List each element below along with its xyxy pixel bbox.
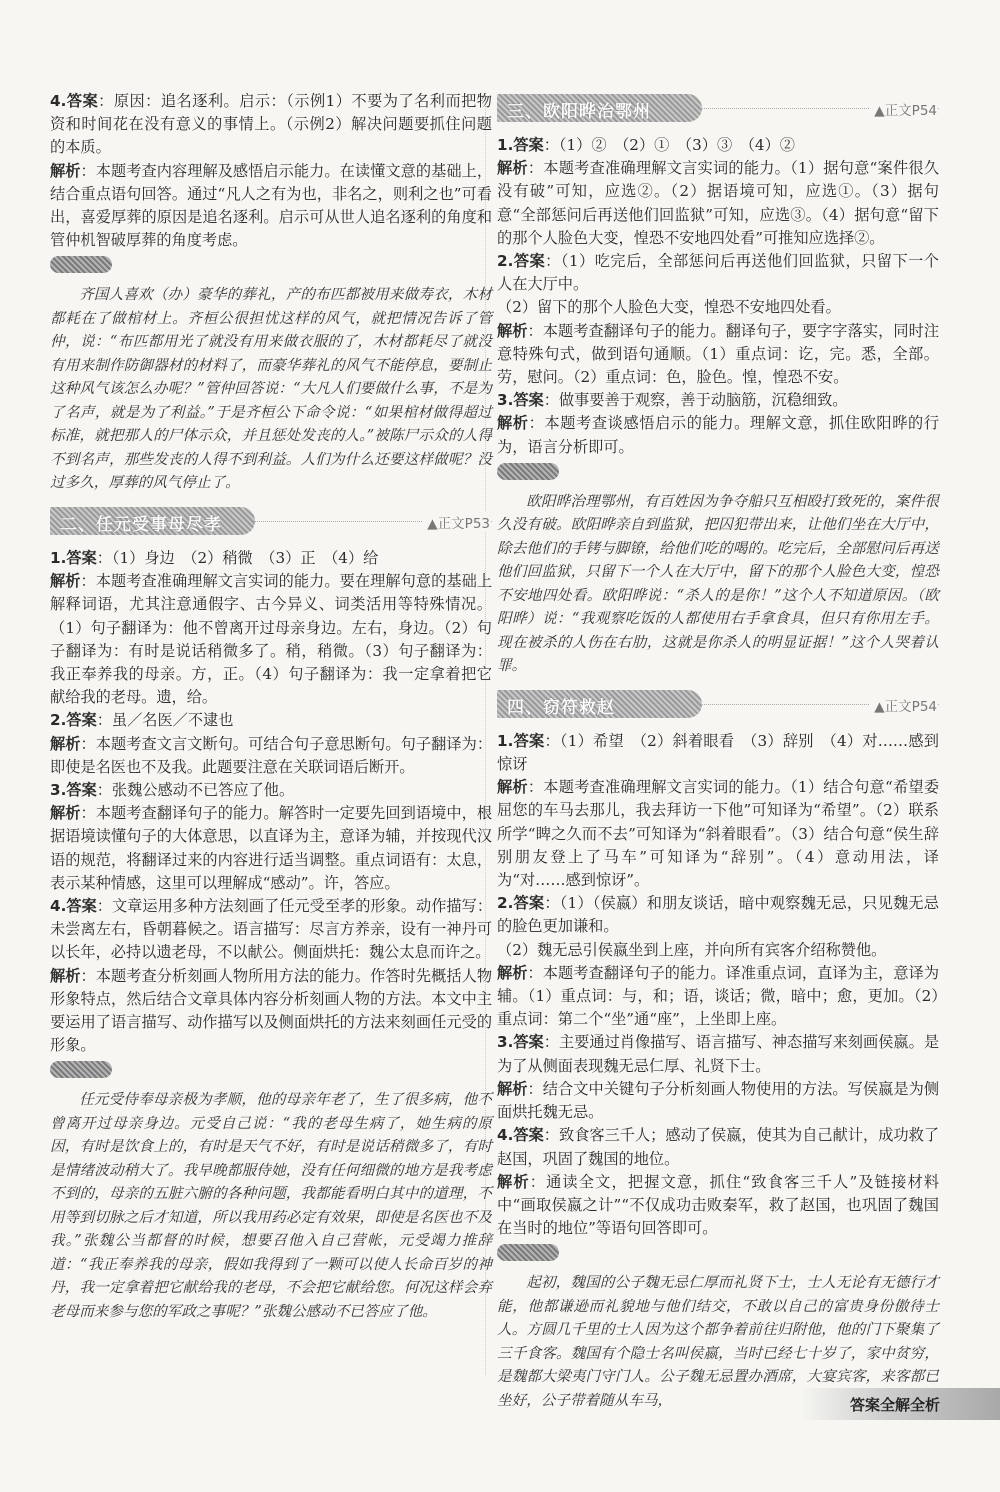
answer-label: 1.答案 xyxy=(497,731,545,750)
answer-item xyxy=(497,1078,939,1124)
section-2-page-ref: ▲正文P53 xyxy=(423,512,490,532)
answer-item xyxy=(497,730,939,776)
answer-text: ：（1）希望 （2）斜着眼看 （3）辞别 （4）对……感到惊讶 xyxy=(497,731,939,774)
answer-text: ：本题考查翻译句子的能力。译准重点词，直译为主，意译为辅。（1）重点词：与，和；语，谈话；微，暗中；愈，更加。（2）重点词：第二个“坐”通“座”，上坐即上座。 xyxy=(497,963,940,1029)
answer-text: ：致食客三千人；感动了侯嬴，使其为自己献计，成功救了赵国，巩固了魏国的地位。 xyxy=(497,1126,940,1168)
answer-item xyxy=(50,570,492,709)
answer-item xyxy=(50,895,492,965)
answer-label: 4.答案 xyxy=(50,92,99,110)
answer-label: 解析 xyxy=(497,778,528,797)
answer-item xyxy=(50,160,492,253)
translation-1: 齐国人喜欢（办）豪华的葬礼，产的布匹都被用来做寿衣，木材都耗在了做棺材上。齐桓公很担忧这样的风气，就把情况告诉了管仲，说：“布匹都用光了就没有用来做衣服的了，木材都耗尽了就没有用来制作防御器材的材料了，而豪华葬礼的风气不能停息，要制止这种风气该怎么办呢？”管仲回答说：“大凡人们要做什么事，不是为了名声，就是为了利益。”于是齐桓公下命令说：“如果棺材做得超过标准，就把那人的尸体示众，并且惩处发丧的人。”被陈尸示众的人得不到名声，那些发丧的人得不到利益。人们为什么还要这样做呢？没过多久，厚葬的风气停止了。 xyxy=(50,286,492,492)
answer-item xyxy=(497,250,939,296)
answer-text: ：本题考查翻译句子的能力。解答时一定要先回到语境中，根据语境读懂句子的大体意思，以直译为主，意译为辅，并按现代汉语的规范，将翻译过来的内容进行适当调整。重点词语有：太息，表示某种情感，这里可以理解成“感动”。许，答应。 xyxy=(50,804,493,892)
answer-item xyxy=(497,296,939,319)
answer-label: 解析 xyxy=(497,159,528,178)
section-4-header xyxy=(497,690,939,720)
answer-text: ：本题考查准确理解文言实词的能力。（1）结合句意“希望委屈您的车马去那儿，我去拜访一下他”可知译为“希望”。（2）联系所学“睥之久而不去”可知译为“斜着眼看”。（3）结合句意“侯生辞别朋友登上了马车”可知译为“辞别”。（4）意动用法，译为“对……感到惊讶”。 xyxy=(497,778,940,890)
translation-tag xyxy=(50,1061,112,1078)
answer-label: 解析 xyxy=(50,966,81,985)
answer-label: 2.答案 xyxy=(50,711,97,730)
section-4-title: 四、窃符救赵 xyxy=(507,697,615,718)
answer-text: ：本题考查翻译句子的能力。翻译句子，要字字落实，同时注意特殊句式，做到语句通顺。（1）重点词：讫，完。悉，全部。劳，慰问。（2）重点词：色，脸色。惶，惶恐不安。 xyxy=(497,321,940,387)
section-4-page-ref: ▲正文P54 xyxy=(870,695,937,715)
answer-item xyxy=(50,779,492,802)
answer-item xyxy=(497,1171,939,1241)
right-column xyxy=(497,90,939,1412)
answer-item xyxy=(50,965,492,1058)
answer-item xyxy=(497,134,939,157)
answer-text: ：虽／名医／不逮也 xyxy=(96,711,234,730)
answer-text: （2）魏无忌引侯嬴坐到上座，并向所有宾客介绍称赞他。 xyxy=(497,940,887,959)
translation-tag xyxy=(497,1244,559,1261)
answer-text: ：本题考查内容理解及感悟启示能力。在读懂文意的基础上，结合重点语句回答。通过“凡人之有为也，非名之，则利之也”可看出，喜爱厚葬的原因是追名逐利。启示可从世人追名逐利的角度和管仲机智破厚葬的角度考虑。 xyxy=(50,161,493,250)
answer-item xyxy=(497,1124,939,1170)
answer-text: ：（1）身边 （2）稍微 （3）正 （4）给 xyxy=(96,548,379,567)
answer-item xyxy=(497,157,939,250)
answer-label: 解析 xyxy=(497,414,529,433)
answer-text: ：结合文中关键句子分析刻画人物使用的方法。写侯嬴是为侧面烘托魏无忌。 xyxy=(497,1079,940,1122)
answer-label: 3.答案 xyxy=(50,780,97,799)
answer-text: ：本题考查准确理解文言实词的能力。要在理解句意的基础上解释词语，尤其注意通假字、古今异义、词类活用等特殊情况。（1）句子翻译为：他不曾离开过母亲身边。左右，身边。（2）句子翻译为：有时是说话稍微多了。稍，稍微。（3）句子翻译为：我正奉养我的母亲。方，正。（4）句子翻译为：我一定拿着把它献给我的老母。遗，给。 xyxy=(50,572,493,707)
answer-text: ：原因：追名逐利。启示：（示例1）不要为了名利而把物资和时间花在没有意义的事情上。（示例2）解决问题要抓住问题的本质。 xyxy=(50,92,492,157)
answer-item xyxy=(50,802,492,895)
translation-tag xyxy=(50,256,112,273)
answer-text: ：（1）吃完后，全部惩问后再送他们回监狱，只留下一个人在大厅中。 xyxy=(497,252,939,294)
answer-text: ：本题考查准确理解文言实词的能力。（1）据句意“案件很久没有破”可知，应选②。（2）据语境可知，应选①。（3）据句意“全部惩问后再送他们回监狱”可知，应选③。（4）据句意“留下的那个人脸色大变，惶恐不安地四处看”可推知应选择②。 xyxy=(497,159,940,247)
answer-text: ：本题考查文言文断句。可结合句子意思断句。句子翻译为：即使是名医也不及我。此题要注意在关联词语后断开。 xyxy=(50,734,493,776)
answer-label: 4.答案 xyxy=(497,1126,544,1145)
section-3-header xyxy=(497,94,939,124)
section-2-title: 二、任元受事母尽孝 xyxy=(60,514,222,535)
answer-item xyxy=(497,776,939,892)
left-column xyxy=(50,90,492,1323)
translation-3: 欧阳晔治理鄂州，有百姓因为争夺船只互相殴打致死的，案件很久没有破。欧阳晔亲自到监狱，把囚犯带出来，让他们坐在大厅中，除去他们的手铐与脚镣，给他们吃的喝的。吃完后，全部慰问后再送他们回监狱，只留下一个人在大厅中，留下的那个人脸色大变，惶恐不安地四处看。欧阳晔说：“杀人的是你！”这个人不知道原因。（欧阳晔）说：“我观察吃饭的人都使用右手拿食具，但只有你用左手。现在被杀的人伤在右肋，这就是你杀人的明显证据！”这个人哭着认罪。 xyxy=(497,492,939,675)
answer-text: ：通读全文，把握文意，抓住“致食客三千人”及链接材料中“画取侯嬴之计”“不仅成功击败秦军，救了赵国，也巩固了魏国在当时的地位”等语句回答即可。 xyxy=(497,1172,940,1238)
answer-text: ：（1）② （2）① （3）③ （4）② xyxy=(543,136,795,154)
answer-item xyxy=(497,389,939,412)
answer-text: ：本题考查分析刻画人物所用方法的能力。作答时先概括人物形象特点，然后结合文章具体内容分析刻画人物的方法。本文中主要运用了语言描写、动作描写以及侧面烘托的方法来刻画任元受的形象。 xyxy=(50,966,493,1055)
section-3-answers xyxy=(497,134,939,459)
section-2-header xyxy=(50,507,492,537)
answer-label: 2.答案 xyxy=(497,252,546,271)
translation-2: 任元受侍奉母亲极为孝顺，他的母亲年老了，生了很多病，他不曾离开过母亲身边。元受自己说：“我的老母生病了，她生病的原因，有时是饮食上的，有时是天气不好，有时是说话稍微多了，有时是情绪波动稍大了。我早晚都服侍她，没有任何细微的地方是我考虑不到的，母亲的五脏六腑的各种问题，我都能看明白其中的道理，不用等到切脉之后才知道，所以我用药必定有效果，即使是名医也不及我。”张魏公当都督的时候，想要召他入自己营帐，元受竭力推辞道：“我正奉养我的母亲，假如我得到了一颗可以使人长命百岁的神丹，我一定拿着把它献给我的老母，不会把它献给您。何况这样会弃老母而来参与您的军政之事呢？”张魏公感动不已答应了他。 xyxy=(50,1091,492,1320)
answer-label: 解析 xyxy=(497,321,528,340)
answer-item xyxy=(497,962,939,1032)
answer-label: 解析 xyxy=(50,572,81,591)
section-3-page-ref: ▲正文P54 xyxy=(870,99,937,119)
footer-title: 答案全解全析 xyxy=(850,1396,941,1414)
answer-label: 解析 xyxy=(50,734,81,753)
answer-label: 解析 xyxy=(497,963,528,982)
answer-label: 1.答案 xyxy=(50,548,97,567)
answer-item xyxy=(50,733,492,779)
answer-text: （2）留下的那个人脸色大变，惶恐不安地四处看。 xyxy=(497,298,841,317)
q4-answer-block xyxy=(50,90,492,252)
answer-label: 3.答案 xyxy=(497,1033,544,1052)
section-4-answers xyxy=(497,730,939,1240)
answer-label: 3.答案 xyxy=(497,391,544,410)
translation-tag xyxy=(497,463,559,480)
answer-label: 1.答案 xyxy=(497,136,544,154)
answer-label: 解析 xyxy=(50,161,81,180)
answer-label: 解析 xyxy=(50,804,81,823)
answer-item xyxy=(497,1031,939,1077)
answer-item xyxy=(50,547,492,570)
answer-item xyxy=(50,709,492,732)
footer-banner xyxy=(800,1388,1000,1420)
answer-label: 解析 xyxy=(497,1172,530,1191)
translation-4: 起初，魏国的公子魏无忌仁厚而礼贤下士，士人无论有无德行才能，他都谦逊而礼貌地与他们结交，不敢以自己的富贵身份傲待士人。方圆几千里的士人因为这个都争着前往归附他，他的门下聚集了三千食客。魏国有个隐士名叫侯嬴，当时已经七十岁了，家中贫穷，是魏都大梁夷门守门人。公子魏无忌置办酒席，大宴宾客，来客都已坐好，公子带着随从车马， xyxy=(497,1274,939,1409)
answer-label: 2.答案 xyxy=(497,894,545,913)
answer-text: ：文章运用多种方法刻画了任元受至孝的形象。动作描写：未尝离左右，昏朝暮候之。语言描写：尽言方养亲，设有一神丹可以长年，必持以遗老母，不以献公。侧面烘托：魏公太息而许之。 xyxy=(50,896,493,962)
answer-text: ：（1）（侯嬴）和朋友谈话，暗中观察魏无忌，只见魏无忌的脸色更加谦和。 xyxy=(497,894,939,936)
section-2-answers xyxy=(50,547,492,1057)
answer-item xyxy=(497,412,939,458)
answer-label: 4.答案 xyxy=(50,896,97,915)
answer-item xyxy=(497,320,939,390)
answer-item xyxy=(50,90,492,160)
answer-item xyxy=(497,939,939,962)
section-3-title: 三、欧阳晔治鄂州 xyxy=(507,102,651,122)
answer-label: 解析 xyxy=(497,1079,528,1098)
answer-text: ：做事要善于观察，善于动脑筋，沉稳细致。 xyxy=(543,391,848,410)
answer-text: ：主要通过肖像描写、语言描写、神态描写来刻画侯嬴。是为了从侧面表现魏无忌仁厚、礼贤下士。 xyxy=(497,1033,940,1075)
answer-item xyxy=(497,892,939,938)
answer-text: ：张魏公感动不已答应了他。 xyxy=(96,780,295,799)
answer-text: ：本题考查谈感悟启示的能力。理解文意，抓住欧阳晔的行为，语言分析即可。 xyxy=(497,414,940,456)
